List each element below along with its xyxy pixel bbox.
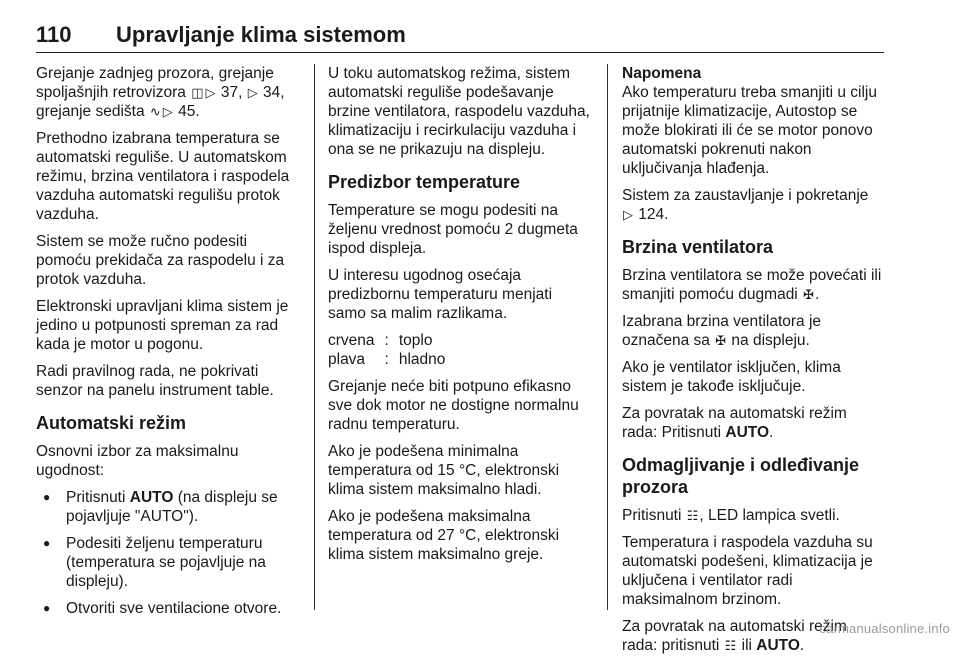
fan-icon: ✠	[715, 333, 727, 348]
column-3	[622, 64, 884, 663]
fan-icon: ✠	[803, 287, 814, 302]
paragraph: U interesu ugodnog osećaja predizbornu temperaturu menjati samo sa malim razlikama.	[328, 267, 553, 322]
defrost-icon: ☷	[686, 508, 699, 523]
paragraph: Sistem se može ručno podesiti pomoću prekidača za raspodelu i za protok vazduha.	[36, 233, 285, 288]
section-heading-auto: Automatski režim	[36, 413, 187, 433]
paragraph: Elektronski upravljani klima sistem je jedino u potpunosti spreman za rad kada je motor u pogonu.	[36, 298, 289, 353]
watermark: carmanualsonline.info	[819, 621, 950, 636]
page-title: Upravljanje klima sistemom	[116, 22, 406, 47]
reference-arrow-icon: ▷	[162, 104, 173, 119]
note-text: Ako temperaturu treba smanjiti u cilju prijatnije klimatizacije, Autostop se može blokirati ili će se motor ponovo automatski pokrenuti nakon uključivanja hlađenja.	[622, 84, 878, 177]
note-box	[622, 64, 884, 224]
column-1	[36, 64, 298, 626]
paragraph: Grejanje zadnjeg prozora, grejanje spoljašnjih retrovizora ◫ ▷ 37, ▷ 34, grejanje sedišta ∿ ▷ 45.	[36, 65, 285, 120]
column-2	[328, 64, 590, 572]
page-header	[36, 14, 884, 53]
paragraph: Ako je podešena maksimalna temperatura od 27 °C, elektronski klima sistem maksimalno greje.	[328, 508, 560, 563]
paragraph: Za povratak na automatski režim rada: Pritisnuti AUTO.	[622, 405, 847, 441]
defrost-icon: ☷	[724, 638, 737, 653]
note-title: Napomena	[622, 65, 702, 82]
note-reference: Sistem za zaustavljanje i pokretanje ▷ 124.	[622, 187, 869, 223]
temperature-color-table	[328, 331, 455, 369]
column-divider-1	[314, 64, 315, 610]
page-number: 110	[36, 22, 72, 47]
mirror-heating-icon: ◫	[191, 85, 204, 100]
paragraph: Grejanje neće biti potpuno efikasno sve dok motor ne dostigne normalnu radnu temperaturu.	[328, 378, 579, 433]
column-divider-2	[607, 64, 608, 610]
paragraph: Prethodno izabrana temperatura se automatski reguliše. U automatskom režimu, brzina ventilatora i raspodela vazduha automatski regulišu protok vazduha.	[36, 130, 290, 223]
reference-arrow-icon: ▷	[205, 85, 216, 100]
bullet-list	[36, 488, 298, 618]
table-row: crvena : toplo	[328, 332, 433, 349]
paragraph: Radi pravilnog rada, ne pokrivati senzor na panelu instrument table.	[36, 363, 274, 399]
paragraph: Izabrana brzina ventilatora je označena sa ✠ na displeju.	[622, 313, 822, 349]
list-item: ● Pritisnuti AUTO (na displeju se pojavljuje "AUTO").	[36, 488, 298, 526]
paragraph: Brzina ventilatora se može povećati ili smanjiti pomoću dugmadi ✠.	[622, 267, 882, 303]
paragraph: Pritisnuti ☷, LED lampica svetli.	[622, 507, 840, 524]
paragraph: U toku automatskog režima, sistem automatski reguliše podešavanje brzine ventilatora, raspodelu vazduha, klimatizaciju i recirkulaciju vazduha i ona se ne prikazuju na displeju.	[328, 65, 590, 158]
paragraph: Za povratak na automatski režim rada: pritisnuti ☷ ili AUTO.	[622, 618, 847, 654]
list-item: ● Otvoriti sve ventilacione otvore.	[36, 599, 298, 618]
paragraph: Temperatura i raspodela vazduha su automatski podešeni, klimatizacija je uključena i ventilator radi maksimalnom brzinom.	[622, 534, 873, 608]
reference-arrow-icon: ▷	[247, 85, 258, 100]
section-heading-fan-speed: Brzina ventilatora	[622, 237, 774, 257]
paragraph: Temperature se mogu podesiti na željenu vrednost pomoću 2 dugmeta ispod displeja.	[328, 202, 578, 257]
paragraph: Ako je ventilator isključen, klima sistem je takođe isključuje.	[622, 359, 841, 395]
table-row: plava : hladno	[328, 351, 446, 368]
seat-heating-icon: ∿	[149, 104, 161, 119]
section-heading-defrost: Odmagljivanje i odleđivanje prozora	[622, 455, 860, 497]
paragraph: Osnovni izbor za maksimalnu ugodnost:	[36, 443, 239, 479]
list-item: ● Podesiti željenu temperaturu (temperatura se pojavljuje na displeju).	[36, 534, 298, 591]
paragraph: Ako je podešena minimalna temperatura od 15 °C, elektronski klima sistem maksimalno hladi.	[328, 443, 560, 498]
reference-arrow-icon: ▷	[623, 207, 633, 222]
section-heading-temperature: Predizbor temperature	[328, 172, 521, 192]
